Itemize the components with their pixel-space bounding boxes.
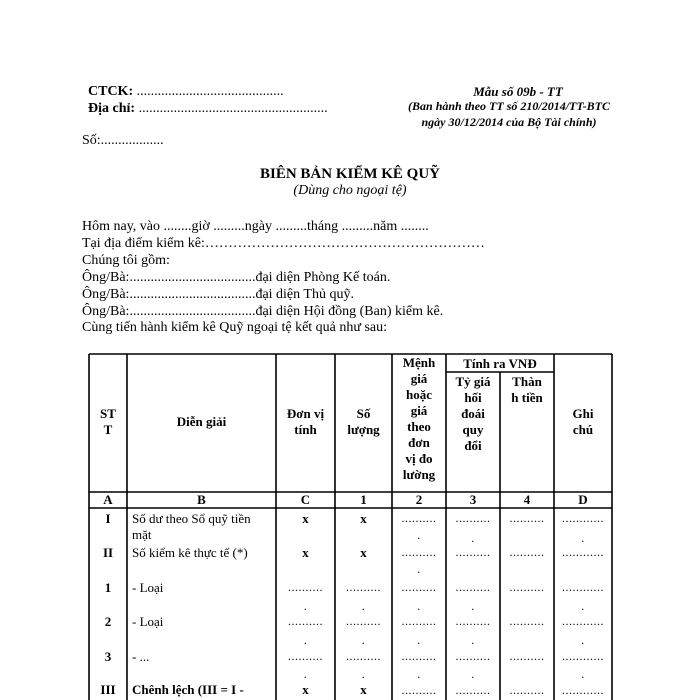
header-denom-l3: hoặc [406,387,432,402]
header-stt-line1: ST [100,406,116,421]
row-5-stt: 3 [104,649,112,664]
header-amount-l1: Thàn [512,374,542,389]
address-dots: ...................................................... [138,101,328,116]
header-vnd-group: Tính ra VNĐ [463,356,537,371]
row-2-unit: x [302,545,309,560]
row-4-denom-dot: . [417,599,421,613]
issued-by-line1: (Ban hành theo TT số 210/2014/TT-BTC [408,99,610,113]
row-6-amount: .......... [509,683,545,697]
header-note [554,406,612,438]
row-6-note: ............ [562,683,604,697]
row-2-stt: II [102,545,114,560]
row-4-qty: .......... [346,614,381,628]
row-4-denom: .......... [401,614,437,628]
header-unit-line2: tính [294,422,317,437]
row-1-rate: .......... [455,511,491,525]
document-title: BIÊN BẢN KIỂM KÊ QUỸ [259,166,441,182]
code-b: B [197,492,206,507]
row-6-qty-dot: . [361,667,366,681]
header-denom-l8: lường [402,467,436,482]
code-2: 2 [415,492,423,507]
row-3-unit: .......... [288,580,323,594]
row-3-note: ............ [562,580,604,594]
row-3-rate: .......... [455,580,491,594]
row-5-rate: .......... [455,649,491,663]
row-4-note-dot: . [581,599,585,613]
header-rate-l4: quy [462,422,484,437]
ctck-dots: .......................................... [136,84,284,99]
header-stt [89,406,127,438]
row-2-rate-dot: . [471,531,475,545]
row-4-description: - Loại [132,614,164,629]
row-5-amount: .......... [509,649,545,663]
row-4-rate: .......... [455,614,491,628]
member-treasurer: Ông/Bà:....................................đại diện Thủ quỹ. [82,287,354,302]
members-label: Chúng tôi gồm: [82,253,170,268]
header-amount [500,374,554,406]
row-1-stt: I [105,511,111,526]
header-rate-l3: đoái [461,406,485,421]
row-1-description [132,511,274,543]
row-5-denom-dot: . [417,633,421,647]
row-6-qty: x [360,682,367,697]
row-3-denom: .......... [401,580,437,594]
row-5-note-dot: . [581,633,585,647]
row-1-note: ............ [562,511,604,525]
header-quantity [335,406,392,438]
row-1-denom-cont: . [417,528,421,542]
row-5-denom: .......... [401,649,437,663]
row-1-qty: x [360,511,367,526]
header-denom-l2: giá [410,371,428,386]
row-6-unit-dot: . [303,667,308,681]
row-1-desc-line1: Số dư theo Sổ quỹ tiền [132,511,251,526]
row-6-denom-dot: . [417,667,421,681]
header-note-line2: chú [572,422,594,437]
code-4: 4 [523,492,531,507]
member-board: Ông/Bà:....................................đại diện Hội đồng (Ban) kiểm kê. [82,304,444,319]
row-3-description: - Loại [132,580,164,595]
row-4-stt: 2 [104,614,112,629]
header-denom-l6: đơn [408,435,430,450]
header-exchange-rate [446,374,500,454]
document-subtitle: (Dùng cho ngoại tệ) [293,183,407,198]
row-1-denom: .......... [401,511,437,525]
so-field: Số:.................. [82,133,164,148]
header-stt-line2: T [103,422,113,437]
row-4-note: ............ [562,614,604,628]
code-3: 3 [469,492,477,507]
row-4-rate-dot: . [471,599,475,613]
row-6-rate-dot: . [471,667,475,681]
header-denom-l5: theo [407,419,431,434]
header-rate-l5: đổi [464,438,482,453]
header-quantity-line1: Số [356,406,371,421]
row-4-qty-dot: . [361,599,366,613]
row-4-unit-dot: . [303,599,308,613]
code-c: C [300,492,311,507]
row-2-denom: .......... [401,545,437,559]
row-6-unit: x [302,682,309,697]
location-line: Tại địa điểm kiểm kê:…………………………………………………… [82,236,485,251]
row-2-rate: .......... [455,545,491,559]
row-3-amount: .......... [509,580,545,594]
ctck-label: CTCK: [88,84,137,99]
row-2-note: ............ [562,545,604,559]
row-5-unit: .......... [288,649,323,663]
header-amount-l2: h tiền [511,390,543,405]
row-6-rate: .......... [455,683,491,697]
row-1-amount: .......... [509,511,545,525]
code-1: 1 [360,492,367,507]
row-5-note: ............ [562,649,604,663]
code-d: D [578,492,588,507]
address-label: Địa chỉ: [88,101,139,116]
header-note-line1: Ghi [572,406,594,421]
row-2-description: Số kiểm kê thực tế (*) [132,545,248,560]
row-2-qty: x [360,545,367,560]
row-2-denom-cont: . [417,562,421,576]
date-line: Hôm nay, vào ........giờ .........ngày .........tháng .........năm ........ [82,219,429,234]
member-accounting: Ông/Bà:....................................đại diện Phòng Kế toán. [82,270,391,285]
header-quantity-line2: lượng [347,422,380,437]
code-a: A [103,492,113,507]
form-number-text: Mẫu số 09b - TT [473,84,563,99]
header-rate-l2: hối [464,390,482,405]
row-4-unit: .......... [288,614,323,628]
issued-by-line2: ngày 30/12/2014 của Bộ Tài chính) [421,115,597,129]
row-6-stt: III [100,682,116,697]
intro-line: Cùng tiến hành kiểm kê Quỹ ngoại tệ kết quả như sau: [82,320,388,335]
row-5-qty: .......... [346,649,381,663]
row-3-stt: 1 [104,580,112,595]
header-denom-l1: Mệnh [402,355,436,370]
row-4-amount: .......... [509,614,545,628]
row-2-amount: .......... [509,545,545,559]
row-6-note-dot: . [581,667,585,681]
row-1-desc-line2: mặt [132,527,152,542]
row-5-description: - ... [132,649,150,664]
row-5-unit-dot: . [303,633,308,647]
row-5-rate-dot: . [471,633,475,647]
header-unit [276,406,335,438]
header-denom-l7: vị đo [405,451,433,466]
header-denomination [392,355,446,483]
row-1-unit: x [302,511,309,526]
row-2-note-dot: . [581,531,585,545]
row-6-denom: .......... [401,683,437,697]
row-3-qty: .......... [346,580,381,594]
header-rate-l1: Tỷ giá [455,374,491,389]
row-6-description: Chênh lệch (III = I - [132,682,244,697]
header-unit-line1: Đơn vị [286,406,325,421]
header-description: Diễn giải [176,414,227,429]
header-denom-l4: giá [410,403,428,418]
row-5-qty-dot: . [361,633,366,647]
